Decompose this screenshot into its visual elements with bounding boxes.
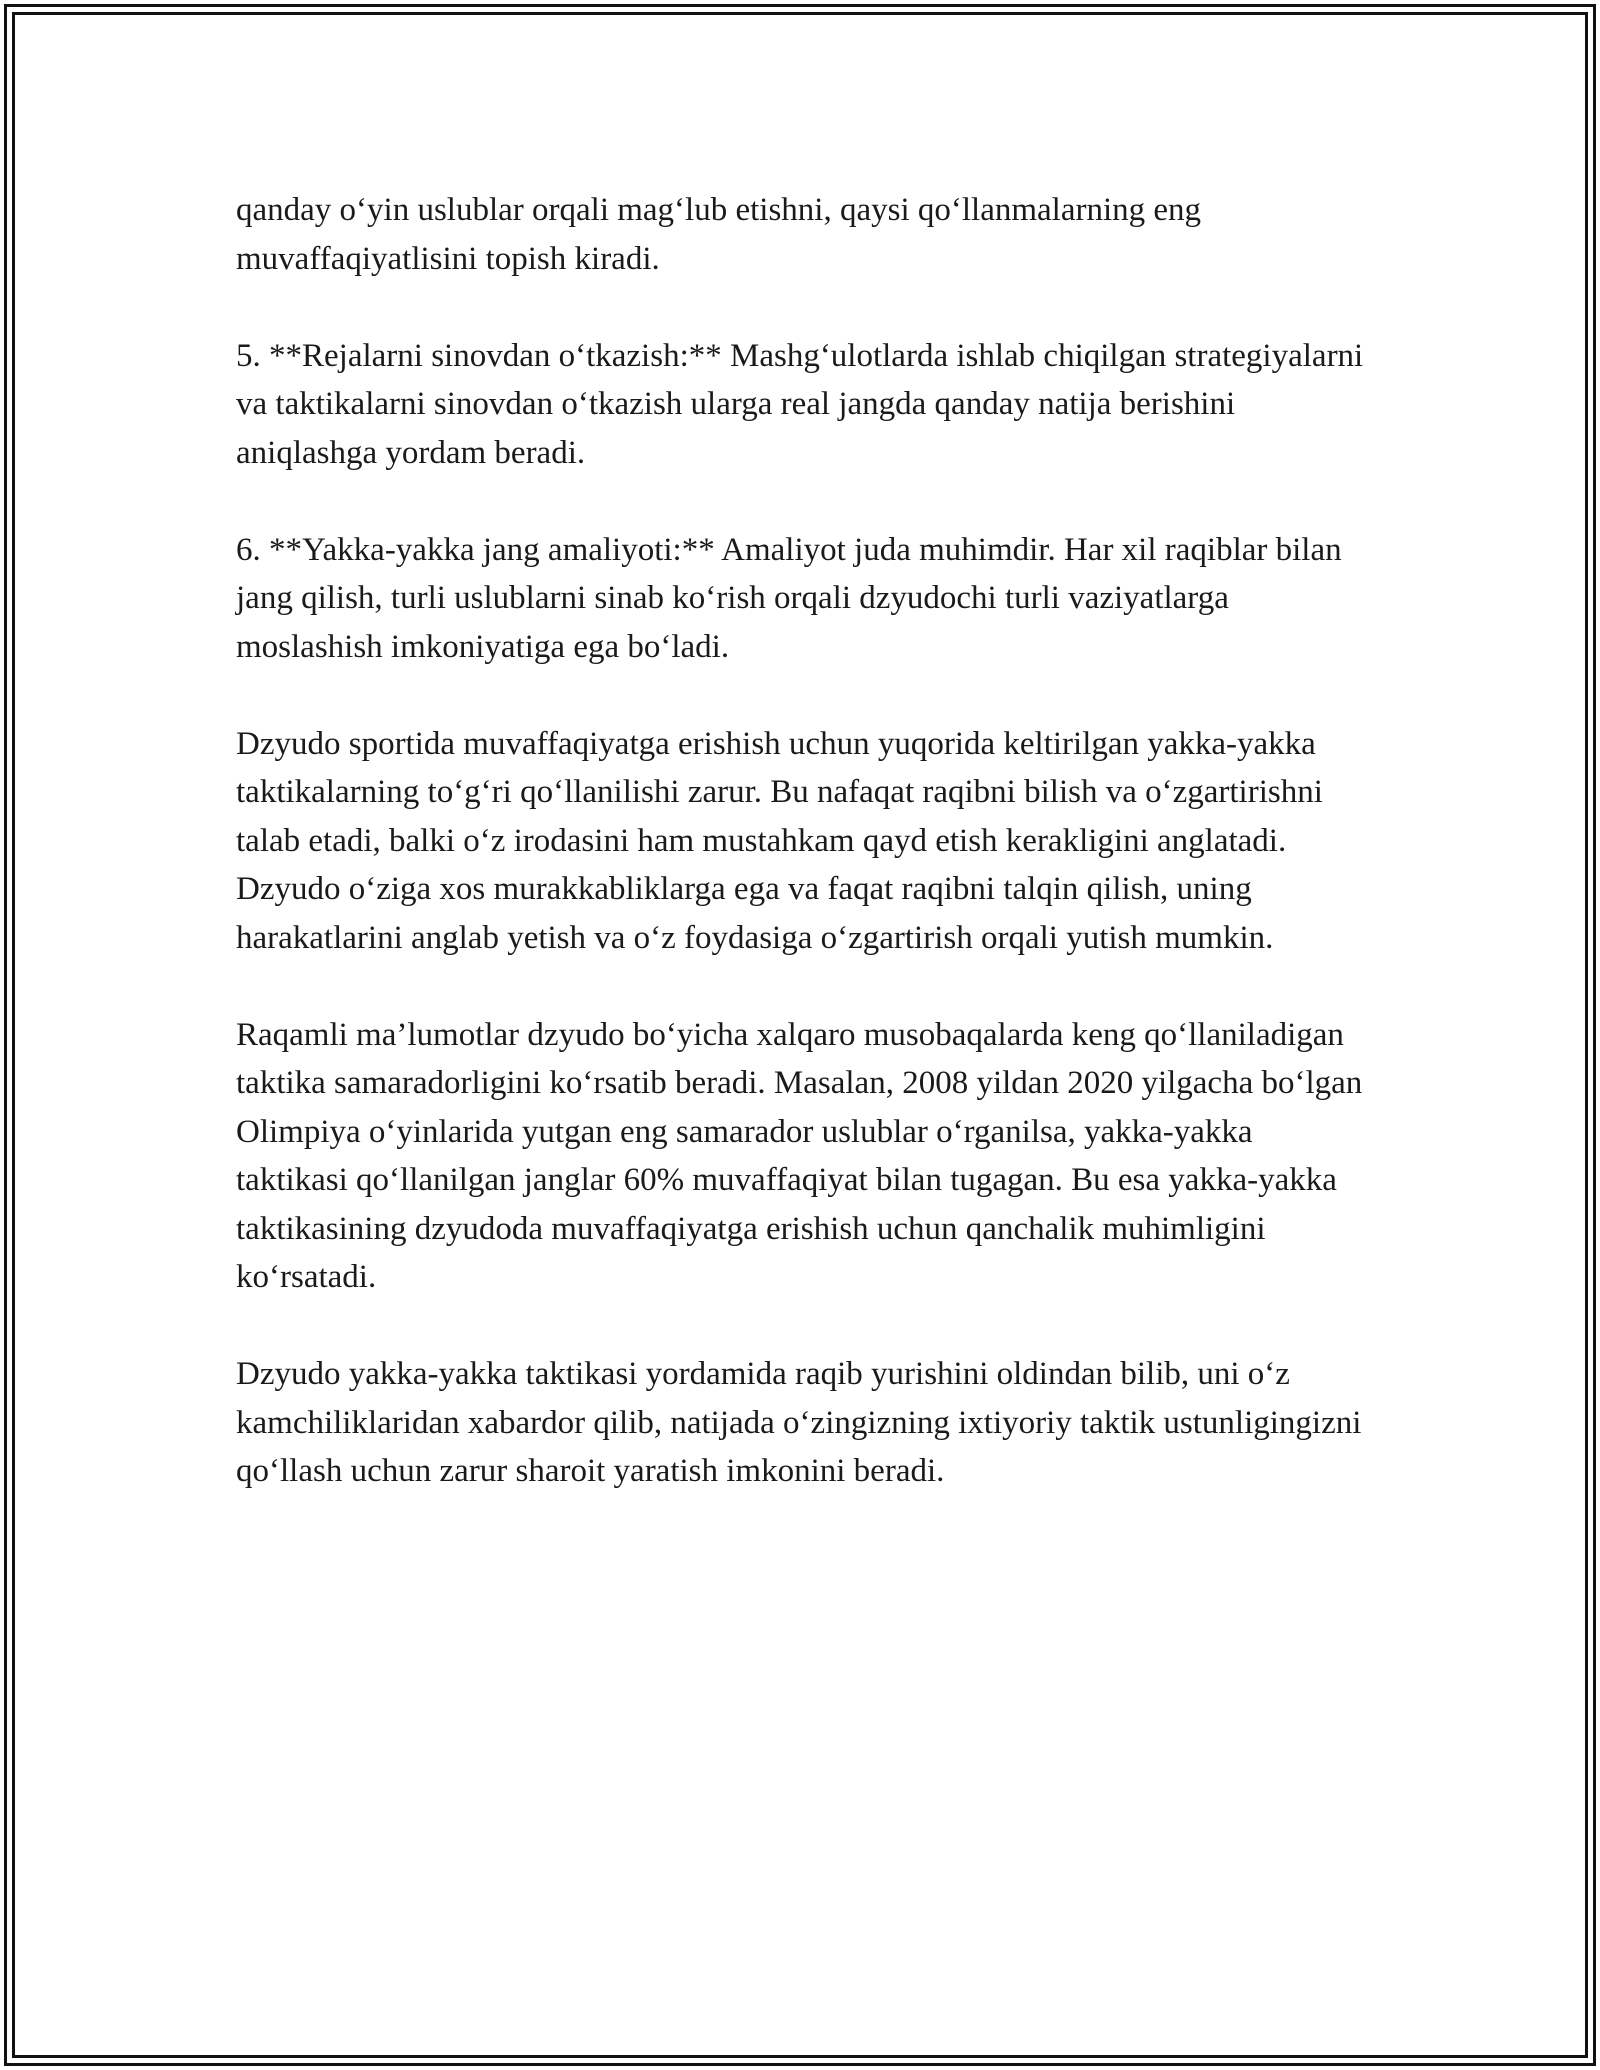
paragraph-item-6: 6. **Yakka-yakka jang amaliyoti:** Amaliyot juda muhimdir. Har xil raqiblar bilan jang qilish, turli uslublarni sinab ko‘rish orqali dzyudochi turli vaziyatlarga moslashish imkoniyatiga ega bo‘ladi. <box>236 531 1342 665</box>
paragraph-continuation: qanday o‘yin uslublar orqali mag‘lub etishni, qaysi qo‘llanmalarning eng muvaffaqiyatlisini topish kiradi. <box>236 192 1202 277</box>
paragraph-item-5: 5. **Rejalarni sinovdan o‘tkazish:** Mashg‘ulotlarda ishlab chiqilgan strategiyalarni va taktikalarni sinovdan o‘tkazish ularga real jangda qanday natija berishini aniqlashga yordam beradi. <box>236 337 1364 471</box>
paragraph-statistics: Raqamli ma’lumotlar dzyudo bo‘yicha xalqaro musobaqalarda keng qo‘llaniladigan taktika samaradorligini ko‘rsatib beradi. Masalan, 2008 yildan 2020 yilgacha bo‘lgan Olimpiya o‘yinlarida yutgan eng samarador uslublar o‘rganilsa, yakka-yakka taktikasi qo‘llanilgan janglar 60% muvaffaqiyat bilan tugagan. Bu esa yakka-yakka taktikasining dzyudoda muvaffaqiyatga erishish uchun qanchalik muhimligini ko‘rsatadi. <box>236 1016 1363 1295</box>
paragraph-summary: Dzyudo sportida muvaffaqiyatga erishish uchun yuqorida keltirilgan yakka-yakka taktikalarning to‘g‘ri qo‘llanilishi zarur. Bu nafaqat raqibni bilish va o‘zgartirishni talab etadi, balki o‘z irodasini ham mustahkam qayd etish kerakligini anglatadi. Dzyudo o‘ziga xos murakkabliklarga ega va faqat raqibni talqin qilish, uning harakatlarini anglab yetish va o‘z foydasiga o‘zgartirish orqali yutish mumkin. <box>236 725 1323 956</box>
paragraph-conclusion: Dzyudo yakka-yakka taktikasi yordamida raqib yurishini oldindan bilib, uni o‘z kamchiliklaridan xabardor qilib, natijada o‘zingizning ixtiyoriy taktik ustunligingizni qo‘llash uchun zarur sharoit yaratish imkonini beradi. <box>236 1356 1362 1489</box>
document-body <box>236 186 1366 1496</box>
